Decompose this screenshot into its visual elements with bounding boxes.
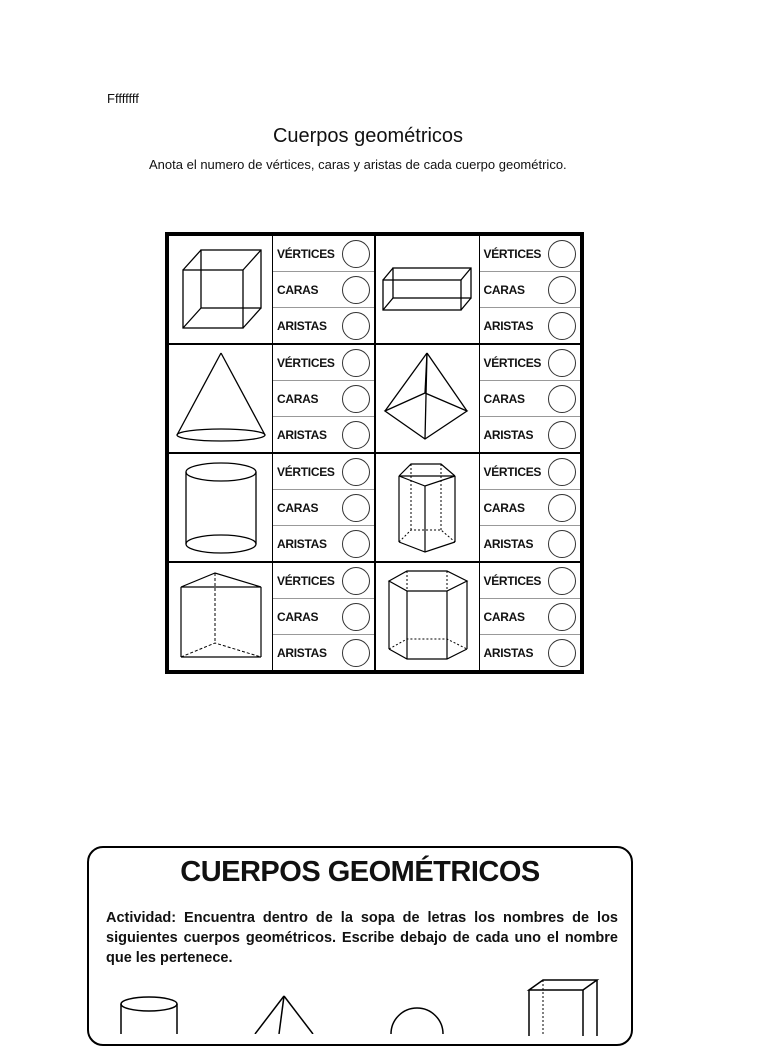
triangular-prism-icon bbox=[171, 565, 271, 669]
caras-row bbox=[273, 272, 374, 308]
aristas-answer-circle[interactable] bbox=[548, 639, 576, 667]
cone-icon bbox=[171, 347, 271, 451]
aristas-answer-circle[interactable] bbox=[342, 639, 370, 667]
worksheet-title: Cuerpos geométricos bbox=[272, 125, 464, 147]
vertices-label: VÉRTICES bbox=[483, 355, 542, 370]
shape-figure bbox=[169, 563, 273, 670]
shape-cell bbox=[375, 453, 582, 562]
aristas-label: ARISTAS bbox=[483, 318, 534, 333]
cube-icon bbox=[171, 238, 271, 342]
vertices-answer-circle[interactable] bbox=[548, 567, 576, 595]
caras-answer-circle[interactable] bbox=[548, 385, 576, 413]
activity-card bbox=[87, 846, 633, 1046]
rectangular-prism-icon bbox=[377, 238, 477, 342]
caras-answer-circle[interactable] bbox=[342, 276, 370, 304]
shape-figure bbox=[169, 454, 273, 561]
header-note: Ffffffff bbox=[107, 91, 139, 106]
aristas-row bbox=[273, 635, 374, 670]
caras-row bbox=[480, 381, 581, 417]
aristas-label: ARISTAS bbox=[483, 645, 534, 660]
aristas-label: ARISTAS bbox=[483, 427, 534, 442]
shape-cell bbox=[375, 562, 582, 671]
aristas-answer-circle[interactable] bbox=[548, 530, 576, 558]
vertices-answer-circle[interactable] bbox=[342, 458, 370, 486]
aristas-row bbox=[480, 308, 581, 343]
caras-answer-circle[interactable] bbox=[342, 385, 370, 413]
vertices-label: VÉRTICES bbox=[277, 246, 335, 261]
hexagonal-prism-icon bbox=[377, 565, 477, 669]
aristas-label: ARISTAS bbox=[277, 318, 327, 333]
vertices-row bbox=[273, 454, 374, 490]
square-pyramid-icon bbox=[377, 347, 477, 451]
cylinder-icon bbox=[117, 994, 181, 1034]
vertices-answer-circle[interactable] bbox=[342, 240, 370, 268]
aristas-answer-circle[interactable] bbox=[342, 530, 370, 558]
caras-answer-circle[interactable] bbox=[548, 603, 576, 631]
vertices-answer-circle[interactable] bbox=[342, 567, 370, 595]
vertices-row bbox=[273, 236, 374, 272]
shape-figure bbox=[376, 236, 480, 343]
vertices-label: VÉRTICES bbox=[277, 573, 335, 588]
vertices-answer-circle[interactable] bbox=[548, 349, 576, 377]
caras-label: CARAS bbox=[483, 282, 525, 297]
shape-cell bbox=[168, 344, 375, 453]
caras-row bbox=[480, 272, 581, 308]
caras-label: CARAS bbox=[483, 500, 525, 515]
vertices-label: VÉRTICES bbox=[277, 355, 335, 370]
aristas-answer-circle[interactable] bbox=[342, 421, 370, 449]
shape-cell bbox=[168, 562, 375, 671]
cylinder-icon bbox=[171, 456, 271, 560]
vertices-answer-circle[interactable] bbox=[342, 349, 370, 377]
caras-label: CARAS bbox=[277, 500, 319, 515]
vertices-row bbox=[273, 563, 374, 599]
aristas-label: ARISTAS bbox=[277, 427, 327, 442]
vertices-row bbox=[480, 563, 581, 599]
caras-label: CARAS bbox=[483, 391, 525, 406]
shape-cell bbox=[375, 344, 582, 453]
caras-answer-circle[interactable] bbox=[342, 603, 370, 631]
caras-row bbox=[273, 599, 374, 635]
activity-text: Actividad: Encuentra dentro de la sopa de letras los nombres de los siguientes cuerpos geométricos. Escribe debajo de cada uno el nombre que les pertenece. bbox=[106, 910, 618, 966]
activity-title: CUERPOS GEOMÉTRICOS bbox=[180, 856, 540, 888]
aristas-row bbox=[273, 308, 374, 343]
caras-answer-circle[interactable] bbox=[548, 494, 576, 522]
vertices-answer-circle[interactable] bbox=[548, 240, 576, 268]
aristas-row bbox=[480, 417, 581, 452]
caras-label: CARAS bbox=[277, 282, 319, 297]
shape-cell bbox=[168, 235, 375, 344]
caras-label: CARAS bbox=[483, 609, 525, 624]
shape-cell bbox=[375, 235, 582, 344]
aristas-answer-circle[interactable] bbox=[342, 312, 370, 340]
caras-answer-circle[interactable] bbox=[342, 494, 370, 522]
aristas-row bbox=[480, 635, 581, 670]
shapes-grid bbox=[165, 232, 584, 674]
caras-label: CARAS bbox=[277, 391, 319, 406]
vertices-answer-circle[interactable] bbox=[548, 458, 576, 486]
vertices-label: VÉRTICES bbox=[483, 573, 542, 588]
caras-row bbox=[273, 381, 374, 417]
aristas-label: ARISTAS bbox=[277, 536, 327, 551]
sphere-icon bbox=[387, 994, 447, 1034]
aristas-label: ARISTAS bbox=[483, 536, 534, 551]
shape-figure bbox=[169, 345, 273, 452]
caras-answer-circle[interactable] bbox=[548, 276, 576, 304]
vertices-label: VÉRTICES bbox=[277, 464, 335, 479]
vertices-label: VÉRTICES bbox=[483, 246, 542, 261]
shape-figure bbox=[376, 563, 480, 670]
aristas-row bbox=[273, 526, 374, 561]
aristas-label: ARISTAS bbox=[277, 645, 327, 660]
vertices-label: VÉRTICES bbox=[483, 464, 542, 479]
aristas-answer-circle[interactable] bbox=[548, 312, 576, 340]
aristas-answer-circle[interactable] bbox=[548, 421, 576, 449]
shape-figure bbox=[376, 345, 480, 452]
vertices-row bbox=[480, 236, 581, 272]
vertices-row bbox=[273, 345, 374, 381]
caras-label: CARAS bbox=[277, 609, 319, 624]
shape-figure bbox=[169, 236, 273, 343]
aristas-row bbox=[273, 417, 374, 452]
vertices-row bbox=[480, 345, 581, 381]
pyramid-icon bbox=[249, 994, 319, 1034]
rectangular-prism-icon bbox=[525, 976, 601, 1036]
caras-row bbox=[273, 490, 374, 526]
vertices-row bbox=[480, 454, 581, 490]
shape-figure bbox=[376, 454, 480, 561]
caras-row bbox=[480, 490, 581, 526]
worksheet-instructions: Anota el numero de vértices, caras y aristas de cada cuerpo geométrico. bbox=[149, 157, 567, 172]
pentagonal-prism-icon bbox=[377, 456, 477, 560]
shape-cell bbox=[168, 453, 375, 562]
caras-row bbox=[480, 599, 581, 635]
aristas-row bbox=[480, 526, 581, 561]
